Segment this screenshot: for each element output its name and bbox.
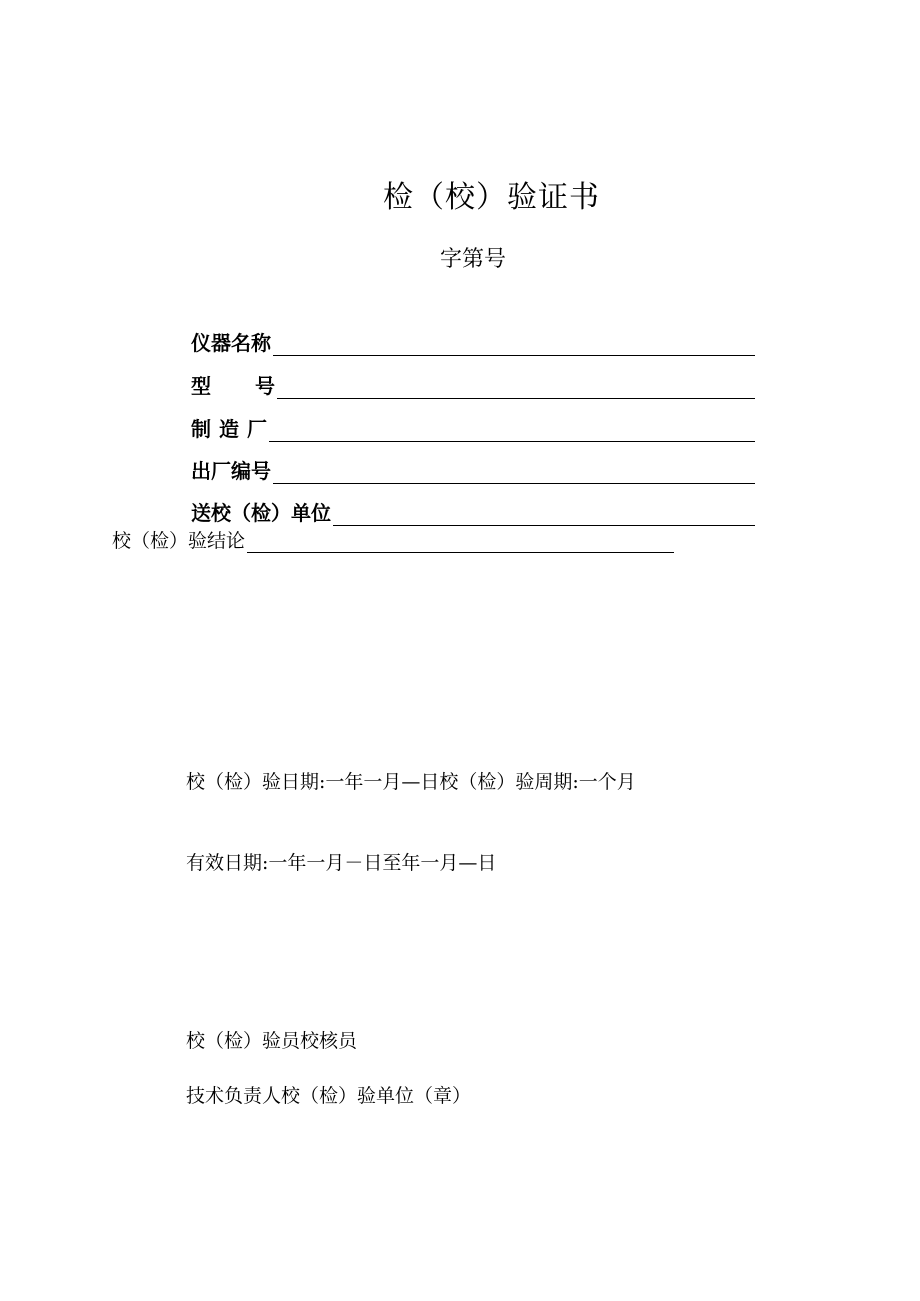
field-line-model[interactable] [277,376,755,399]
field-line-manufacturer[interactable] [269,419,755,442]
field-label-manufacturer: 制造厂 [191,417,275,441]
field-line-instrument-name[interactable] [273,333,755,356]
conclusion-row [112,527,674,553]
field-label-model: 型号 [191,374,319,398]
field-instrument-name [191,326,755,356]
field-serial-number [191,454,755,484]
field-manufacturer [191,412,755,442]
signature-line-technical: 技术负责人校（检）验单位（章） [186,1085,472,1107]
document-number: 字第号 [439,247,506,272]
field-line-serial-number[interactable] [273,461,755,484]
field-label-instrument-name: 仪器名称 [191,331,271,355]
valid-date-line: 有效日期:一年一月－日至年一月—日 [186,852,497,874]
field-label-serial-number: 出厂编号 [191,459,271,483]
signature-line-inspector: 校（检）验员校核员 [186,1030,358,1052]
conclusion-label: 校（检）验结论 [112,530,246,552]
field-model [191,369,755,399]
field-submitting-unit [191,496,755,526]
field-line-submitting-unit[interactable] [333,503,755,526]
field-label-submitting-unit: 送校（检）单位 [191,501,331,525]
document-title: 检（校）验证书 [383,180,600,215]
conclusion-line[interactable] [247,532,674,553]
verification-date-line: 校（检）验日期:一年一月—日校（检）验周期:一个月 [186,771,636,793]
